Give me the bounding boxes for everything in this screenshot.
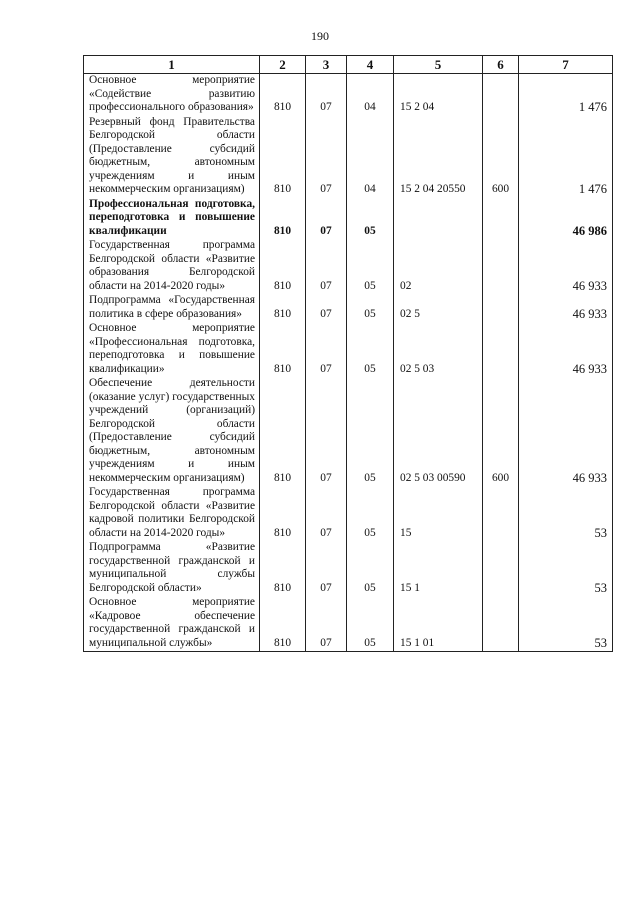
column-header: 5	[394, 56, 483, 74]
expense-type-cell	[483, 322, 519, 377]
column-header: 6	[483, 56, 519, 74]
amount-cell: 53	[519, 541, 613, 596]
expense-type-cell	[483, 74, 519, 116]
row-name-cell: Основное мероприятие «Содействие развитию профессионального образования»	[84, 74, 260, 116]
section-code-cell: 07	[306, 541, 347, 596]
chapter-code-cell: 810	[260, 198, 306, 240]
chapter-code-cell: 810	[260, 486, 306, 541]
section-code-cell: 07	[306, 74, 347, 116]
amount-cell: 46 933	[519, 322, 613, 377]
target-article-cell: 15 1	[394, 541, 483, 596]
expense-type-cell	[483, 596, 519, 652]
table-row	[84, 486, 613, 541]
chapter-code-cell: 810	[260, 596, 306, 652]
section-code-cell: 07	[306, 239, 347, 294]
amount-cell: 1 476	[519, 74, 613, 116]
expense-type-cell	[483, 294, 519, 322]
row-name-cell: Подпрограмма «Развитие государственной гражданской и муниципальной службы Белгородской области»	[84, 541, 260, 596]
target-article-cell: 02	[394, 239, 483, 294]
expense-type-cell: 600	[483, 116, 519, 198]
subsection-code-cell: 05	[347, 486, 394, 541]
chapter-code-cell: 810	[260, 74, 306, 116]
table-row	[84, 198, 613, 240]
amount-cell: 46 933	[519, 239, 613, 294]
section-code-cell: 07	[306, 294, 347, 322]
subsection-code-cell: 05	[347, 294, 394, 322]
column-header: 3	[306, 56, 347, 74]
amount-cell: 46 933	[519, 377, 613, 486]
table-row	[84, 541, 613, 596]
row-name-cell: Обеспечение деятельности (оказание услуг) государственных учреждений (организаций) Белгородской области (Предоставление субсидий бюджетным, автономным учреждениям и иным некоммерческим организациям)	[84, 377, 260, 486]
amount-cell: 46 933	[519, 294, 613, 322]
expense-type-cell: 600	[483, 377, 519, 486]
section-code-cell: 07	[306, 377, 347, 486]
section-code-cell: 07	[306, 322, 347, 377]
subsection-code-cell: 04	[347, 74, 394, 116]
table-row	[84, 116, 613, 198]
row-name-cell: Резервный фонд Правительства Белгородской области (Предоставление субсидий бюджетным, автономным учреждениям и иным некоммерческим организациям)	[84, 116, 260, 198]
amount-cell: 53	[519, 596, 613, 652]
column-header: 4	[347, 56, 394, 74]
subsection-code-cell: 05	[347, 377, 394, 486]
row-name-cell: Основное мероприятие «Профессиональная подготовка, переподготовка и повышение квалификации»	[84, 322, 260, 377]
row-name-cell: Основное мероприятие «Кадровое обеспечение государственной гражданской и муниципальной службы»	[84, 596, 260, 652]
section-code-cell: 07	[306, 198, 347, 240]
table-row	[84, 596, 613, 652]
target-article-cell: 15 2 04 20550	[394, 116, 483, 198]
expense-type-cell	[483, 486, 519, 541]
amount-cell: 46 986	[519, 198, 613, 240]
section-code-cell: 07	[306, 116, 347, 198]
table-row	[84, 322, 613, 377]
section-code-cell: 07	[306, 486, 347, 541]
row-name-cell: Государственная программа Белгородской области «Развитие образования Белгородской области на 2014-2020 годы»	[84, 239, 260, 294]
table-header-row	[84, 56, 613, 74]
table-row	[84, 294, 613, 322]
target-article-cell: 02 5 03 00590	[394, 377, 483, 486]
column-header: 1	[84, 56, 260, 74]
chapter-code-cell: 810	[260, 541, 306, 596]
subsection-code-cell: 05	[347, 198, 394, 240]
subsection-code-cell: 05	[347, 596, 394, 652]
chapter-code-cell: 810	[260, 294, 306, 322]
amount-cell: 53	[519, 486, 613, 541]
table-row	[84, 239, 613, 294]
row-name-cell: Профессиональная подготовка, переподготовка и повышение квалификации	[84, 198, 260, 240]
column-header: 2	[260, 56, 306, 74]
expense-type-cell	[483, 541, 519, 596]
page-number: 190	[311, 29, 329, 43]
expense-type-cell	[483, 198, 519, 240]
row-name-cell: Государственная программа Белгородской области «Развитие кадровой политики Белгородской области на 2014-2020 годы»	[84, 486, 260, 541]
target-article-cell: 15	[394, 486, 483, 541]
chapter-code-cell: 810	[260, 116, 306, 198]
target-article-cell	[394, 198, 483, 240]
table-row	[84, 377, 613, 486]
table-row	[84, 74, 613, 116]
target-article-cell: 15 2 04	[394, 74, 483, 116]
chapter-code-cell: 810	[260, 239, 306, 294]
amount-cell: 1 476	[519, 116, 613, 198]
target-article-cell: 02 5 03	[394, 322, 483, 377]
column-header: 7	[519, 56, 613, 74]
subsection-code-cell: 05	[347, 322, 394, 377]
target-article-cell: 15 1 01	[394, 596, 483, 652]
target-article-cell: 02 5	[394, 294, 483, 322]
subsection-code-cell: 04	[347, 116, 394, 198]
expense-type-cell	[483, 239, 519, 294]
budget-table	[83, 55, 613, 652]
chapter-code-cell: 810	[260, 322, 306, 377]
section-code-cell: 07	[306, 596, 347, 652]
row-name-cell: Подпрограмма «Государственная политика в сфере образования»	[84, 294, 260, 322]
chapter-code-cell: 810	[260, 377, 306, 486]
table-body	[84, 74, 613, 652]
subsection-code-cell: 05	[347, 239, 394, 294]
subsection-code-cell: 05	[347, 541, 394, 596]
